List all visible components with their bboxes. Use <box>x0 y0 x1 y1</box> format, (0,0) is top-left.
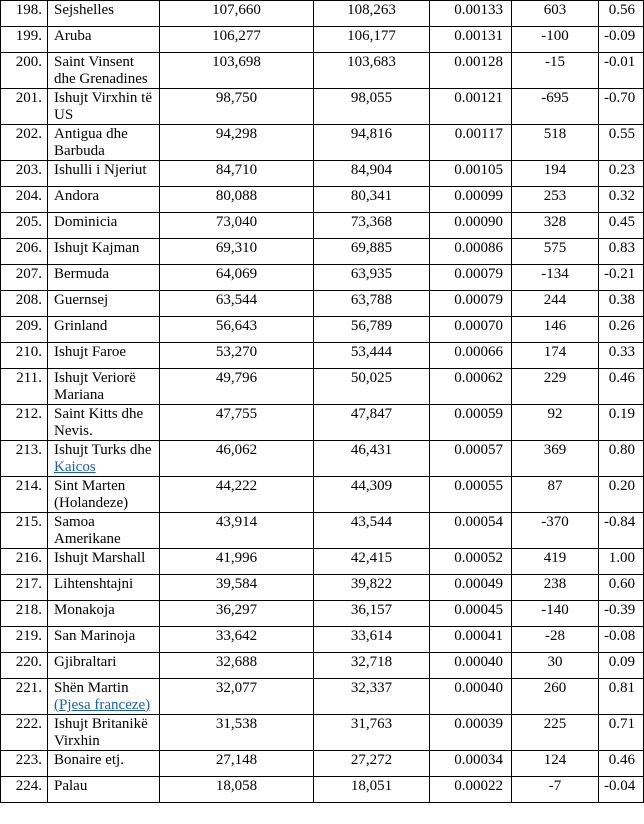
change-percent-cell: -0.84 <box>599 513 644 549</box>
country-name-cell <box>48 601 160 627</box>
world-share-cell: 0.00121 <box>430 89 512 125</box>
population-2018-cell: 98,750 <box>160 89 314 125</box>
change-cell: 253 <box>512 187 599 213</box>
population-2018-cell: 94,298 <box>160 125 314 161</box>
country-name-line: Nevis. <box>54 423 93 439</box>
population-2019-cell: 43,544 <box>314 513 430 549</box>
country-name-cell <box>48 477 160 513</box>
population-2019-cell: 73,368 <box>314 213 430 239</box>
rank-cell: 201. <box>1 89 48 125</box>
rank-cell: 198. <box>1 1 48 27</box>
change-cell: 328 <box>512 213 599 239</box>
country-name-cell <box>48 317 160 343</box>
country-link[interactable]: Kaicos <box>54 459 96 475</box>
population-2018-cell: 53,270 <box>160 343 314 369</box>
population-2019-cell: 32,337 <box>314 679 430 715</box>
table-row <box>1 187 644 213</box>
world-share-cell: 0.00090 <box>430 213 512 239</box>
country-name-line: Ishujt Virxhin të <box>54 90 152 106</box>
country-name-cell <box>48 343 160 369</box>
population-2019-cell: 31,763 <box>314 715 430 751</box>
country-name-cell <box>48 265 160 291</box>
rank-cell: 204. <box>1 187 48 213</box>
world-share-cell: 0.00057 <box>430 441 512 477</box>
rank-cell: 213. <box>1 441 48 477</box>
country-name-line: Samoa <box>54 514 95 530</box>
population-2019-cell: 103,683 <box>314 53 430 89</box>
world-share-cell: 0.00086 <box>430 239 512 265</box>
population-2019-cell: 63,935 <box>314 265 430 291</box>
population-2018-cell: 49,796 <box>160 369 314 405</box>
change-cell: 225 <box>512 715 599 751</box>
change-cell: 419 <box>512 549 599 575</box>
country-name-line: Aruba <box>54 28 92 44</box>
change-percent-cell: 0.23 <box>599 161 644 187</box>
rank-cell: 202. <box>1 125 48 161</box>
rank-cell: 214. <box>1 477 48 513</box>
country-name-cell <box>48 161 160 187</box>
rank-cell: 220. <box>1 653 48 679</box>
population-2019-cell: 84,904 <box>314 161 430 187</box>
population-2019-cell: 98,055 <box>314 89 430 125</box>
country-name-line: US <box>54 107 74 123</box>
change-cell: 229 <box>512 369 599 405</box>
country-name-cell <box>48 441 160 477</box>
country-name-line: Ishujt Veriorë <box>54 370 136 386</box>
country-name-line: Antigua dhe <box>54 126 128 142</box>
change-cell: -695 <box>512 89 599 125</box>
world-share-cell: 0.00079 <box>430 265 512 291</box>
country-name-line: Palau <box>54 778 88 794</box>
change-percent-cell: -0.39 <box>599 601 644 627</box>
population-2019-cell: 94,816 <box>314 125 430 161</box>
country-name-line: dhe Grenadines <box>54 71 148 87</box>
change-cell: 194 <box>512 161 599 187</box>
population-2018-cell: 32,688 <box>160 653 314 679</box>
table-row <box>1 715 644 751</box>
rank-cell: 215. <box>1 513 48 549</box>
rank-cell: 203. <box>1 161 48 187</box>
population-2018-cell: 103,698 <box>160 53 314 89</box>
table-row <box>1 265 644 291</box>
table-row <box>1 125 644 161</box>
table-row <box>1 627 644 653</box>
population-2018-cell: 107,660 <box>160 1 314 27</box>
population-2018-cell: 64,069 <box>160 265 314 291</box>
country-name-line: Barbuda <box>54 143 105 159</box>
country-name-line: Gjibraltari <box>54 654 117 670</box>
change-cell: 146 <box>512 317 599 343</box>
world-share-cell: 0.00045 <box>430 601 512 627</box>
population-2018-cell: 80,088 <box>160 187 314 213</box>
population-2019-cell: 18,051 <box>314 777 430 803</box>
world-share-cell: 0.00133 <box>430 1 512 27</box>
country-name-line: Bonaire etj. <box>54 752 124 768</box>
world-share-cell: 0.00062 <box>430 369 512 405</box>
change-percent-cell: 0.38 <box>599 291 644 317</box>
world-share-cell: 0.00105 <box>430 161 512 187</box>
world-share-cell: 0.00040 <box>430 679 512 715</box>
change-cell: 30 <box>512 653 599 679</box>
population-2018-cell: 73,040 <box>160 213 314 239</box>
rank-cell: 221. <box>1 679 48 715</box>
change-percent-cell: 0.33 <box>599 343 644 369</box>
change-cell: 244 <box>512 291 599 317</box>
population-2018-cell: 44,222 <box>160 477 314 513</box>
country-name-cell <box>48 125 160 161</box>
country-name-line: Guernsej <box>54 292 109 308</box>
change-cell: -28 <box>512 627 599 653</box>
table-row <box>1 477 644 513</box>
country-name-cell <box>48 575 160 601</box>
change-percent-cell: 0.45 <box>599 213 644 239</box>
change-percent-cell: 0.60 <box>599 575 644 601</box>
rank-cell: 216. <box>1 549 48 575</box>
rank-cell: 210. <box>1 343 48 369</box>
rank-cell: 199. <box>1 27 48 53</box>
country-name-cell <box>48 213 160 239</box>
table-row <box>1 343 644 369</box>
country-name-line: Grinland <box>54 318 108 334</box>
change-cell: 174 <box>512 343 599 369</box>
world-share-cell: 0.00052 <box>430 549 512 575</box>
country-name-cell <box>48 291 160 317</box>
table-row <box>1 513 644 549</box>
rank-cell: 208. <box>1 291 48 317</box>
change-cell: 87 <box>512 477 599 513</box>
country-name-line: Mariana <box>54 387 104 403</box>
country-name-line: Saint Vinsent <box>54 54 135 70</box>
world-share-cell: 0.00117 <box>430 125 512 161</box>
table-row <box>1 239 644 265</box>
population-2019-cell: 33,614 <box>314 627 430 653</box>
population-2018-cell: 27,148 <box>160 751 314 777</box>
change-cell: -370 <box>512 513 599 549</box>
population-2019-cell: 69,885 <box>314 239 430 265</box>
table-row <box>1 369 644 405</box>
population-2018-cell: 56,643 <box>160 317 314 343</box>
table-row <box>1 679 644 715</box>
change-percent-cell: 0.19 <box>599 405 644 441</box>
change-percent-cell: 0.46 <box>599 369 644 405</box>
change-percent-cell: 0.56 <box>599 1 644 27</box>
table-row <box>1 777 644 803</box>
population-2019-cell: 27,272 <box>314 751 430 777</box>
country-name-line: Sejshelles <box>54 2 114 18</box>
country-name-line: Ishujt Britanikë <box>54 716 148 732</box>
change-cell: 603 <box>512 1 599 27</box>
country-name-line: Virxhin <box>54 733 100 749</box>
population-2018-cell: 33,642 <box>160 627 314 653</box>
country-name-line: Bermuda <box>54 266 109 282</box>
population-2019-cell: 53,444 <box>314 343 430 369</box>
population-2018-cell: 41,996 <box>160 549 314 575</box>
rank-cell: 224. <box>1 777 48 803</box>
change-cell: -140 <box>512 601 599 627</box>
population-2019-cell: 36,157 <box>314 601 430 627</box>
change-cell: -100 <box>512 27 599 53</box>
world-share-cell: 0.00039 <box>430 715 512 751</box>
table-row <box>1 161 644 187</box>
country-name-line: Monakoja <box>54 602 115 618</box>
change-cell: 124 <box>512 751 599 777</box>
change-percent-cell: 0.09 <box>599 653 644 679</box>
world-share-cell: 0.00041 <box>430 627 512 653</box>
country-name-cell <box>48 27 160 53</box>
rank-cell: 207. <box>1 265 48 291</box>
country-name-cell <box>48 369 160 405</box>
rank-cell: 219. <box>1 627 48 653</box>
change-percent-cell: 1.00 <box>599 549 644 575</box>
rank-cell: 206. <box>1 239 48 265</box>
country-name-cell <box>48 53 160 89</box>
table-row <box>1 53 644 89</box>
country-name-line: Andora <box>54 188 99 204</box>
country-name-line: Ishujt Kajman <box>54 240 140 256</box>
rank-cell: 205. <box>1 213 48 239</box>
population-2019-cell: 44,309 <box>314 477 430 513</box>
change-percent-cell: -0.70 <box>599 89 644 125</box>
table-row <box>1 575 644 601</box>
table-body <box>1 1 644 803</box>
rank-cell: 200. <box>1 53 48 89</box>
country-name-line: San Marinoja <box>54 628 136 644</box>
world-share-cell: 0.00049 <box>430 575 512 601</box>
change-cell: -134 <box>512 265 599 291</box>
population-2019-cell: 50,025 <box>314 369 430 405</box>
table-row <box>1 317 644 343</box>
country-name-cell <box>48 679 160 715</box>
world-share-cell: 0.00055 <box>430 477 512 513</box>
change-cell: 238 <box>512 575 599 601</box>
table-row <box>1 601 644 627</box>
rank-cell: 223. <box>1 751 48 777</box>
rank-cell: 211. <box>1 369 48 405</box>
table-row <box>1 549 644 575</box>
world-share-cell: 0.00022 <box>430 777 512 803</box>
country-name-line: Ishujt Marshall <box>54 550 146 566</box>
change-percent-cell: 0.81 <box>599 679 644 715</box>
table-row <box>1 653 644 679</box>
population-2018-cell: 32,077 <box>160 679 314 715</box>
table-row <box>1 751 644 777</box>
rank-cell: 222. <box>1 715 48 751</box>
population-2019-cell: 46,431 <box>314 441 430 477</box>
world-share-cell: 0.00099 <box>430 187 512 213</box>
world-share-cell: 0.00070 <box>430 317 512 343</box>
change-percent-cell: 0.83 <box>599 239 644 265</box>
change-percent-cell: 0.80 <box>599 441 644 477</box>
population-2018-cell: 69,310 <box>160 239 314 265</box>
country-name-cell <box>48 89 160 125</box>
country-name-cell <box>48 513 160 549</box>
table-row <box>1 441 644 477</box>
population-2018-cell: 84,710 <box>160 161 314 187</box>
change-percent-cell: 0.32 <box>599 187 644 213</box>
country-name-cell <box>48 715 160 751</box>
country-name-cell <box>48 187 160 213</box>
country-name-cell <box>48 549 160 575</box>
country-name-line: Saint Kitts dhe <box>54 406 144 422</box>
country-name-line: Sint Marten <box>54 478 126 494</box>
population-2018-cell: 47,755 <box>160 405 314 441</box>
table-row <box>1 213 644 239</box>
change-percent-cell: -0.09 <box>599 27 644 53</box>
country-name-cell <box>48 405 160 441</box>
table-row <box>1 89 644 125</box>
population-2018-cell: 18,058 <box>160 777 314 803</box>
country-name-cell <box>48 751 160 777</box>
population-2018-cell: 46,062 <box>160 441 314 477</box>
change-percent-cell: 0.71 <box>599 715 644 751</box>
world-share-cell: 0.00128 <box>430 53 512 89</box>
table-row <box>1 1 644 27</box>
change-percent-cell: -0.04 <box>599 777 644 803</box>
country-name-line: Dominicia <box>54 214 118 230</box>
population-2019-cell: 42,415 <box>314 549 430 575</box>
country-name-line: Ishujt Faroe <box>54 344 127 360</box>
population-2018-cell: 63,544 <box>160 291 314 317</box>
population-2019-cell: 32,718 <box>314 653 430 679</box>
change-cell: 575 <box>512 239 599 265</box>
country-name-cell <box>48 653 160 679</box>
table-row <box>1 291 644 317</box>
population-2018-cell: 43,914 <box>160 513 314 549</box>
world-share-cell: 0.00066 <box>430 343 512 369</box>
world-share-cell: 0.00034 <box>430 751 512 777</box>
country-name-cell <box>48 239 160 265</box>
world-share-cell: 0.00040 <box>430 653 512 679</box>
rank-cell: 212. <box>1 405 48 441</box>
world-share-cell: 0.00059 <box>430 405 512 441</box>
population-2019-cell: 56,789 <box>314 317 430 343</box>
population-2019-cell: 39,822 <box>314 575 430 601</box>
table-row <box>1 27 644 53</box>
country-name-cell <box>48 1 160 27</box>
world-share-cell: 0.00131 <box>430 27 512 53</box>
change-percent-cell: 0.26 <box>599 317 644 343</box>
country-name-cell <box>48 627 160 653</box>
country-name-line: Lihtenshtajni <box>54 576 134 592</box>
change-cell: -7 <box>512 777 599 803</box>
population-2019-cell: 108,263 <box>314 1 430 27</box>
change-percent-cell: -0.21 <box>599 265 644 291</box>
country-name-line: Ishujt Turks dhe <box>54 442 152 458</box>
country-name-cell <box>48 777 160 803</box>
population-2018-cell: 31,538 <box>160 715 314 751</box>
country-name-line: Shën Martin <box>54 680 129 696</box>
world-share-cell: 0.00054 <box>430 513 512 549</box>
change-cell: 92 <box>512 405 599 441</box>
population-2019-cell: 63,788 <box>314 291 430 317</box>
change-cell: 260 <box>512 679 599 715</box>
change-percent-cell: 0.20 <box>599 477 644 513</box>
change-percent-cell: 0.46 <box>599 751 644 777</box>
population-2019-cell: 47,847 <box>314 405 430 441</box>
change-percent-cell: -0.08 <box>599 627 644 653</box>
change-cell: -15 <box>512 53 599 89</box>
rank-cell: 209. <box>1 317 48 343</box>
change-cell: 369 <box>512 441 599 477</box>
rank-cell: 217. <box>1 575 48 601</box>
change-percent-cell: -0.01 <box>599 53 644 89</box>
population-2019-cell: 80,341 <box>314 187 430 213</box>
country-name-line: Ishulli i Njeriut <box>54 162 147 178</box>
rank-cell: 218. <box>1 601 48 627</box>
change-cell: 518 <box>512 125 599 161</box>
population-2018-cell: 36,297 <box>160 601 314 627</box>
population-2018-cell: 39,584 <box>160 575 314 601</box>
world-share-cell: 0.00079 <box>430 291 512 317</box>
country-name-line: (Holandeze) <box>54 495 129 511</box>
country-name-line: Amerikane <box>54 531 121 547</box>
population-2018-cell: 106,277 <box>160 27 314 53</box>
population-2019-cell: 106,177 <box>314 27 430 53</box>
country-link[interactable]: (Pjesa franceze) <box>54 697 151 713</box>
table-row <box>1 405 644 441</box>
change-percent-cell: 0.55 <box>599 125 644 161</box>
